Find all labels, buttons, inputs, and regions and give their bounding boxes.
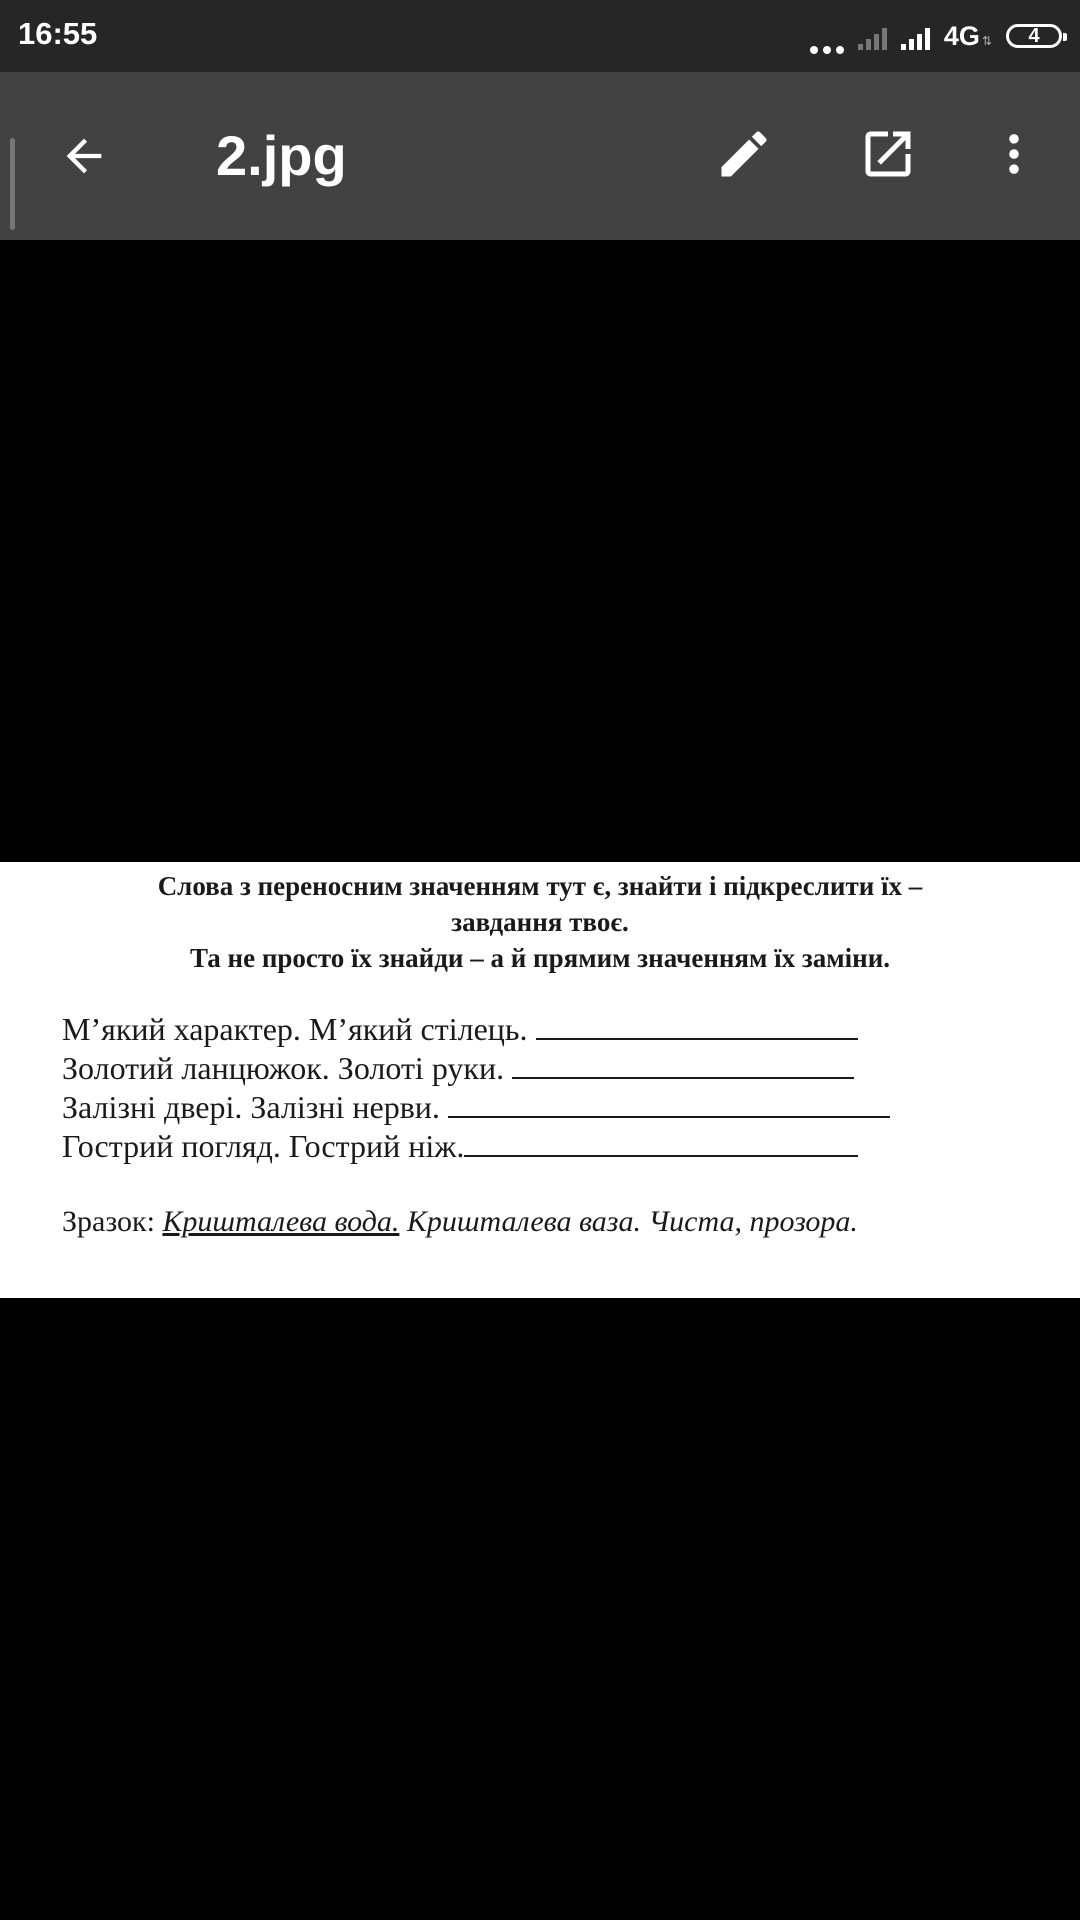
signal-sim1-icon: [858, 22, 887, 50]
network-type: 4G: [943, 20, 980, 51]
sample-underlined: Кришталева вода.: [162, 1205, 400, 1238]
image-viewer[interactable]: [0, 240, 1080, 1920]
open-with-button[interactable]: [856, 122, 920, 186]
document-photo: [0, 862, 1080, 1298]
exercise-line: Залізні двері. Залізні нерви.: [62, 1088, 890, 1127]
back-button[interactable]: [52, 124, 116, 188]
more-options-button[interactable]: [982, 122, 1046, 186]
exercise-line: Золотий ланцюжок. Золоті руки.: [62, 1049, 890, 1088]
battery-icon: [1006, 24, 1062, 48]
status-bar: [0, 0, 1080, 72]
scroll-indicator: [10, 138, 15, 230]
heading-line: завдання твоє.: [451, 907, 629, 937]
notification-dots-icon: [810, 18, 844, 54]
battery-level: 4: [1028, 24, 1040, 47]
sample-line: [62, 1204, 858, 1240]
sample-rest: Кришталева ваза. Чиста, прозора.: [406, 1205, 858, 1238]
pencil-icon: [714, 124, 774, 184]
exercise-line: М’який характер. М’який стілець.: [62, 1010, 890, 1049]
sample-label: Зразок:: [62, 1205, 155, 1238]
arrow-back-icon: [58, 130, 110, 182]
exercise-line: Гострий погляд. Гострий ніж.: [62, 1127, 890, 1166]
more-vert-icon: [988, 128, 1040, 180]
status-indicators: [810, 16, 1062, 56]
data-activity-icon: ⇅: [981, 34, 992, 48]
exercise-list: [62, 1010, 890, 1166]
status-time: 16:55: [18, 16, 98, 51]
open-in-new-icon: [858, 124, 918, 184]
task-heading: [0, 868, 1080, 976]
heading-line: Слова з переносним значенням тут є, знайти і підкреслити їх –: [157, 871, 923, 901]
signal-sim2-icon: [901, 22, 930, 50]
file-title: 2.jpg: [216, 124, 347, 187]
heading-line: Та не просто їх знайди – а й прямим значенням їх заміни.: [189, 943, 891, 973]
app-toolbar: [0, 72, 1080, 240]
edit-button[interactable]: [712, 122, 776, 186]
